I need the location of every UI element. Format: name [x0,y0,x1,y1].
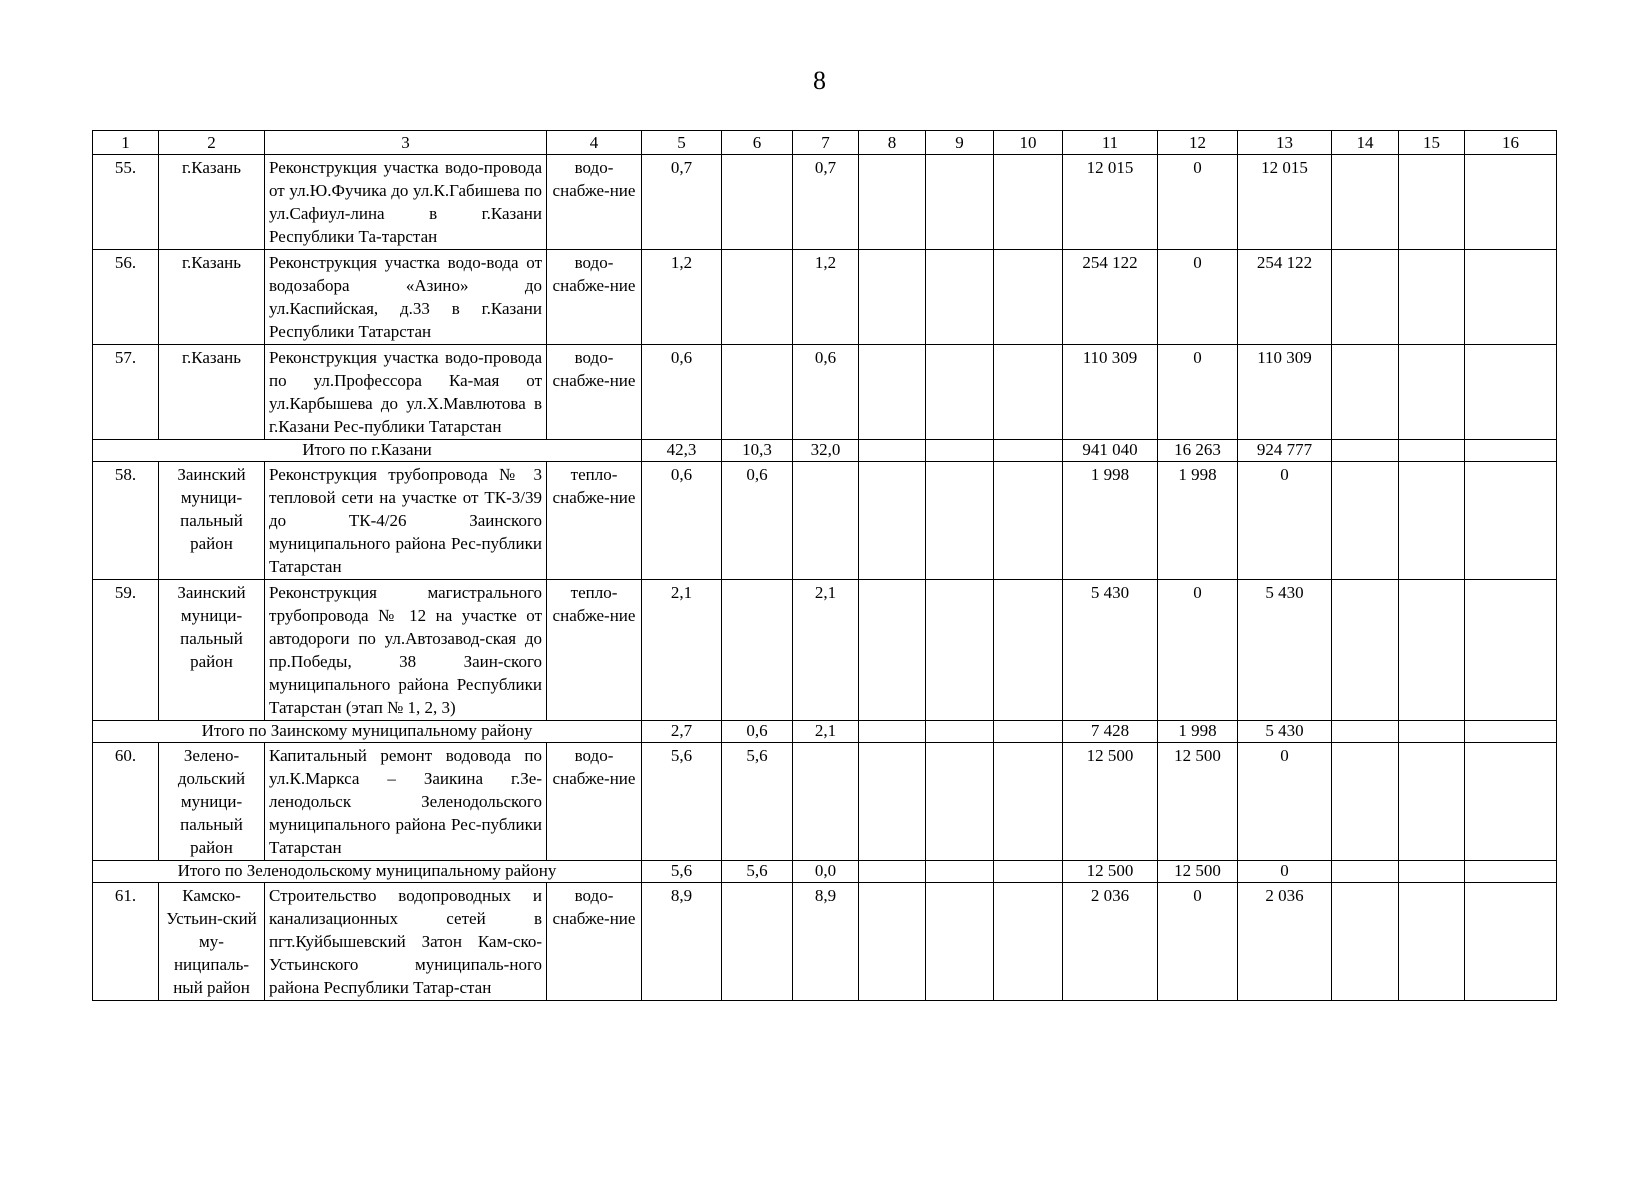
total-row [93,861,1557,883]
value-cell-6 [722,580,793,721]
description-cell: Капитальный ремонт водовода по ул.К.Маркса – Заикина г.Зе-ленодольск Зеленодольского муниципального района Рес-публики Татарстан [265,743,547,861]
table-row [93,250,1557,345]
value-cell-5: 1,2 [642,250,722,345]
column-number: 11 [1063,131,1158,155]
column-number: 13 [1238,131,1332,155]
value-cell-5: 5,6 [642,861,722,883]
value-cell-11: 7 428 [1063,721,1158,743]
municipality-cell: Заинский муници-пальный район [159,580,265,721]
value-cell-13: 12 015 [1238,155,1332,250]
total-row [93,721,1557,743]
value-cell-11: 2 036 [1063,883,1158,1001]
table-row [93,345,1557,440]
value-cell-9 [926,580,994,721]
row-number: 61. [93,883,159,1001]
value-cell-13: 110 309 [1238,345,1332,440]
type-cell: тепло-снабже-ние [547,462,642,580]
value-cell-11: 110 309 [1063,345,1158,440]
description-cell: Реконструкция участка водо-провода от ул.Ю.Фучика до ул.К.Габишева по ул.Сафиул-лина в г.Казани Республики Та-тарстан [265,155,547,250]
value-cell-6: 0,6 [722,721,793,743]
value-cell-5: 0,7 [642,155,722,250]
value-cell-10 [994,440,1063,462]
total-label: Итого по г.Казани [93,440,642,462]
value-cell-11: 12 500 [1063,743,1158,861]
value-cell-14 [1332,883,1399,1001]
value-cell-6: 0,6 [722,462,793,580]
value-cell-8 [859,743,926,861]
value-cell-11: 1 998 [1063,462,1158,580]
description-cell: Реконструкция участка водо-вода от водозабора «Азино» до ул.Каспийская, д.33 в г.Казани Республики Татарстан [265,250,547,345]
total-label: Итого по Заинскому муниципальному району [93,721,642,743]
value-cell-7: 0,6 [793,345,859,440]
value-cell-5: 0,6 [642,462,722,580]
value-cell-7: 2,1 [793,721,859,743]
value-cell-8 [859,462,926,580]
value-cell-10 [994,721,1063,743]
value-cell-8 [859,580,926,721]
value-cell-12: 0 [1158,345,1238,440]
column-number: 8 [859,131,926,155]
value-cell-6: 5,6 [722,743,793,861]
value-cell-15 [1399,883,1465,1001]
municipality-cell: г.Казань [159,250,265,345]
value-cell-13: 924 777 [1238,440,1332,462]
value-cell-10 [994,462,1063,580]
value-cell-7 [793,743,859,861]
value-cell-8 [859,155,926,250]
value-cell-15 [1399,721,1465,743]
value-cell-14 [1332,155,1399,250]
value-cell-15 [1399,345,1465,440]
value-cell-13: 5 430 [1238,580,1332,721]
value-cell-10 [994,250,1063,345]
value-cell-11: 12 015 [1063,155,1158,250]
value-cell-15 [1399,440,1465,462]
table-body [93,131,1557,1001]
column-number: 2 [159,131,265,155]
value-cell-15 [1399,155,1465,250]
value-cell-10 [994,883,1063,1001]
value-cell-16 [1465,440,1557,462]
value-cell-10 [994,155,1063,250]
value-cell-14 [1332,440,1399,462]
value-cell-9 [926,440,994,462]
value-cell-11: 941 040 [1063,440,1158,462]
row-number: 57. [93,345,159,440]
value-cell-5: 2,1 [642,580,722,721]
value-cell-15 [1399,250,1465,345]
value-cell-12: 0 [1158,155,1238,250]
value-cell-16 [1465,462,1557,580]
column-number: 6 [722,131,793,155]
table-row [93,883,1557,1001]
value-cell-7: 8,9 [793,883,859,1001]
value-cell-8 [859,440,926,462]
type-cell: водо-снабже-ние [547,250,642,345]
value-cell-8 [859,345,926,440]
value-cell-11: 12 500 [1063,861,1158,883]
value-cell-8 [859,861,926,883]
column-number: 14 [1332,131,1399,155]
column-number: 12 [1158,131,1238,155]
type-cell: тепло-снабже-ние [547,580,642,721]
value-cell-10 [994,861,1063,883]
municipality-cell: Зелено-дольский муници-пальный район [159,743,265,861]
value-cell-6 [722,345,793,440]
value-cell-14 [1332,345,1399,440]
table-row [93,462,1557,580]
value-cell-7 [793,462,859,580]
value-cell-16 [1465,250,1557,345]
total-label: Итого по Зеленодольскому муниципальному району [93,861,642,883]
value-cell-6: 5,6 [722,861,793,883]
value-cell-13: 0 [1238,462,1332,580]
value-cell-12: 12 500 [1158,743,1238,861]
value-cell-16 [1465,345,1557,440]
value-cell-5: 8,9 [642,883,722,1001]
value-cell-11: 5 430 [1063,580,1158,721]
row-number: 58. [93,462,159,580]
value-cell-5: 0,6 [642,345,722,440]
value-cell-16 [1465,580,1557,721]
type-cell: водо-снабже-ние [547,743,642,861]
value-cell-8 [859,721,926,743]
column-number: 3 [265,131,547,155]
value-cell-16 [1465,743,1557,861]
description-cell: Реконструкция магистрального трубопровода № 12 на участке от автодороги по ул.Автозавод-ская до пр.Победы, 38 Заин-ского муниципального района Республики Татарстан (этап № 1, 2, 3) [265,580,547,721]
municipality-cell: г.Казань [159,155,265,250]
column-number: 5 [642,131,722,155]
value-cell-10 [994,743,1063,861]
value-cell-14 [1332,462,1399,580]
type-cell: водо-снабже-ние [547,345,642,440]
municipality-cell: Камско-Устьин-ский му-ниципаль-ный район [159,883,265,1001]
value-cell-13: 2 036 [1238,883,1332,1001]
value-cell-16 [1465,883,1557,1001]
value-cell-9 [926,345,994,440]
value-cell-13: 0 [1238,743,1332,861]
column-number-row [93,131,1557,155]
value-cell-6 [722,883,793,1001]
value-cell-8 [859,250,926,345]
value-cell-9 [926,861,994,883]
column-number: 16 [1465,131,1557,155]
value-cell-12: 16 263 [1158,440,1238,462]
table-row [93,743,1557,861]
value-cell-5: 5,6 [642,743,722,861]
value-cell-6 [722,155,793,250]
municipality-cell: Заинский муници-пальный район [159,462,265,580]
value-cell-14 [1332,250,1399,345]
value-cell-6 [722,250,793,345]
row-number: 55. [93,155,159,250]
value-cell-13: 254 122 [1238,250,1332,345]
description-cell: Реконструкция участка водо-провода по ул.Профессора Ка-мая от ул.Карбышева до ул.Х.Мавлютова в г.Казани Рес-публики Татарстан [265,345,547,440]
value-cell-15 [1399,861,1465,883]
value-cell-16 [1465,721,1557,743]
value-cell-10 [994,345,1063,440]
value-cell-9 [926,462,994,580]
row-number: 59. [93,580,159,721]
description-cell: Строительство водопроводных и канализационных сетей в пгт.Куйбышевский Затон Кам-ско-Устьинского муниципаль-ного района Республики Татар-стан [265,883,547,1001]
value-cell-10 [994,580,1063,721]
value-cell-12: 12 500 [1158,861,1238,883]
value-cell-16 [1465,155,1557,250]
value-cell-7: 1,2 [793,250,859,345]
type-cell: водо-снабже-ние [547,155,642,250]
value-cell-15 [1399,743,1465,861]
value-cell-9 [926,250,994,345]
total-row [93,440,1557,462]
value-cell-9 [926,155,994,250]
value-cell-9 [926,743,994,861]
value-cell-12: 1 998 [1158,462,1238,580]
value-cell-15 [1399,462,1465,580]
value-cell-14 [1332,861,1399,883]
value-cell-12: 0 [1158,883,1238,1001]
column-number: 10 [994,131,1063,155]
value-cell-12: 0 [1158,250,1238,345]
type-cell: водо-снабже-ние [547,883,642,1001]
value-cell-14 [1332,721,1399,743]
value-cell-5: 2,7 [642,721,722,743]
table-row [93,155,1557,250]
value-cell-13: 5 430 [1238,721,1332,743]
description-cell: Реконструкция трубопровода № 3 тепловой сети на участке от ТК-3/39 до ТК-4/26 Заинского муниципального района Рес-публики Татарстан [265,462,547,580]
page-number: 8 [813,66,826,95]
value-cell-9 [926,721,994,743]
municipality-cell: г.Казань [159,345,265,440]
value-cell-14 [1332,743,1399,861]
column-number: 1 [93,131,159,155]
table-row [93,580,1557,721]
value-cell-16 [1465,861,1557,883]
value-cell-12: 0 [1158,580,1238,721]
value-cell-7: 0,7 [793,155,859,250]
column-number: 7 [793,131,859,155]
value-cell-7: 2,1 [793,580,859,721]
value-cell-9 [926,883,994,1001]
value-cell-15 [1399,580,1465,721]
row-number: 60. [93,743,159,861]
projects-table [92,130,1557,1001]
value-cell-7: 32,0 [793,440,859,462]
column-number: 4 [547,131,642,155]
value-cell-14 [1332,580,1399,721]
value-cell-6: 10,3 [722,440,793,462]
column-number: 9 [926,131,994,155]
row-number: 56. [93,250,159,345]
value-cell-7: 0,0 [793,861,859,883]
column-number: 15 [1399,131,1465,155]
value-cell-13: 0 [1238,861,1332,883]
value-cell-11: 254 122 [1063,250,1158,345]
value-cell-12: 1 998 [1158,721,1238,743]
value-cell-5: 42,3 [642,440,722,462]
value-cell-8 [859,883,926,1001]
